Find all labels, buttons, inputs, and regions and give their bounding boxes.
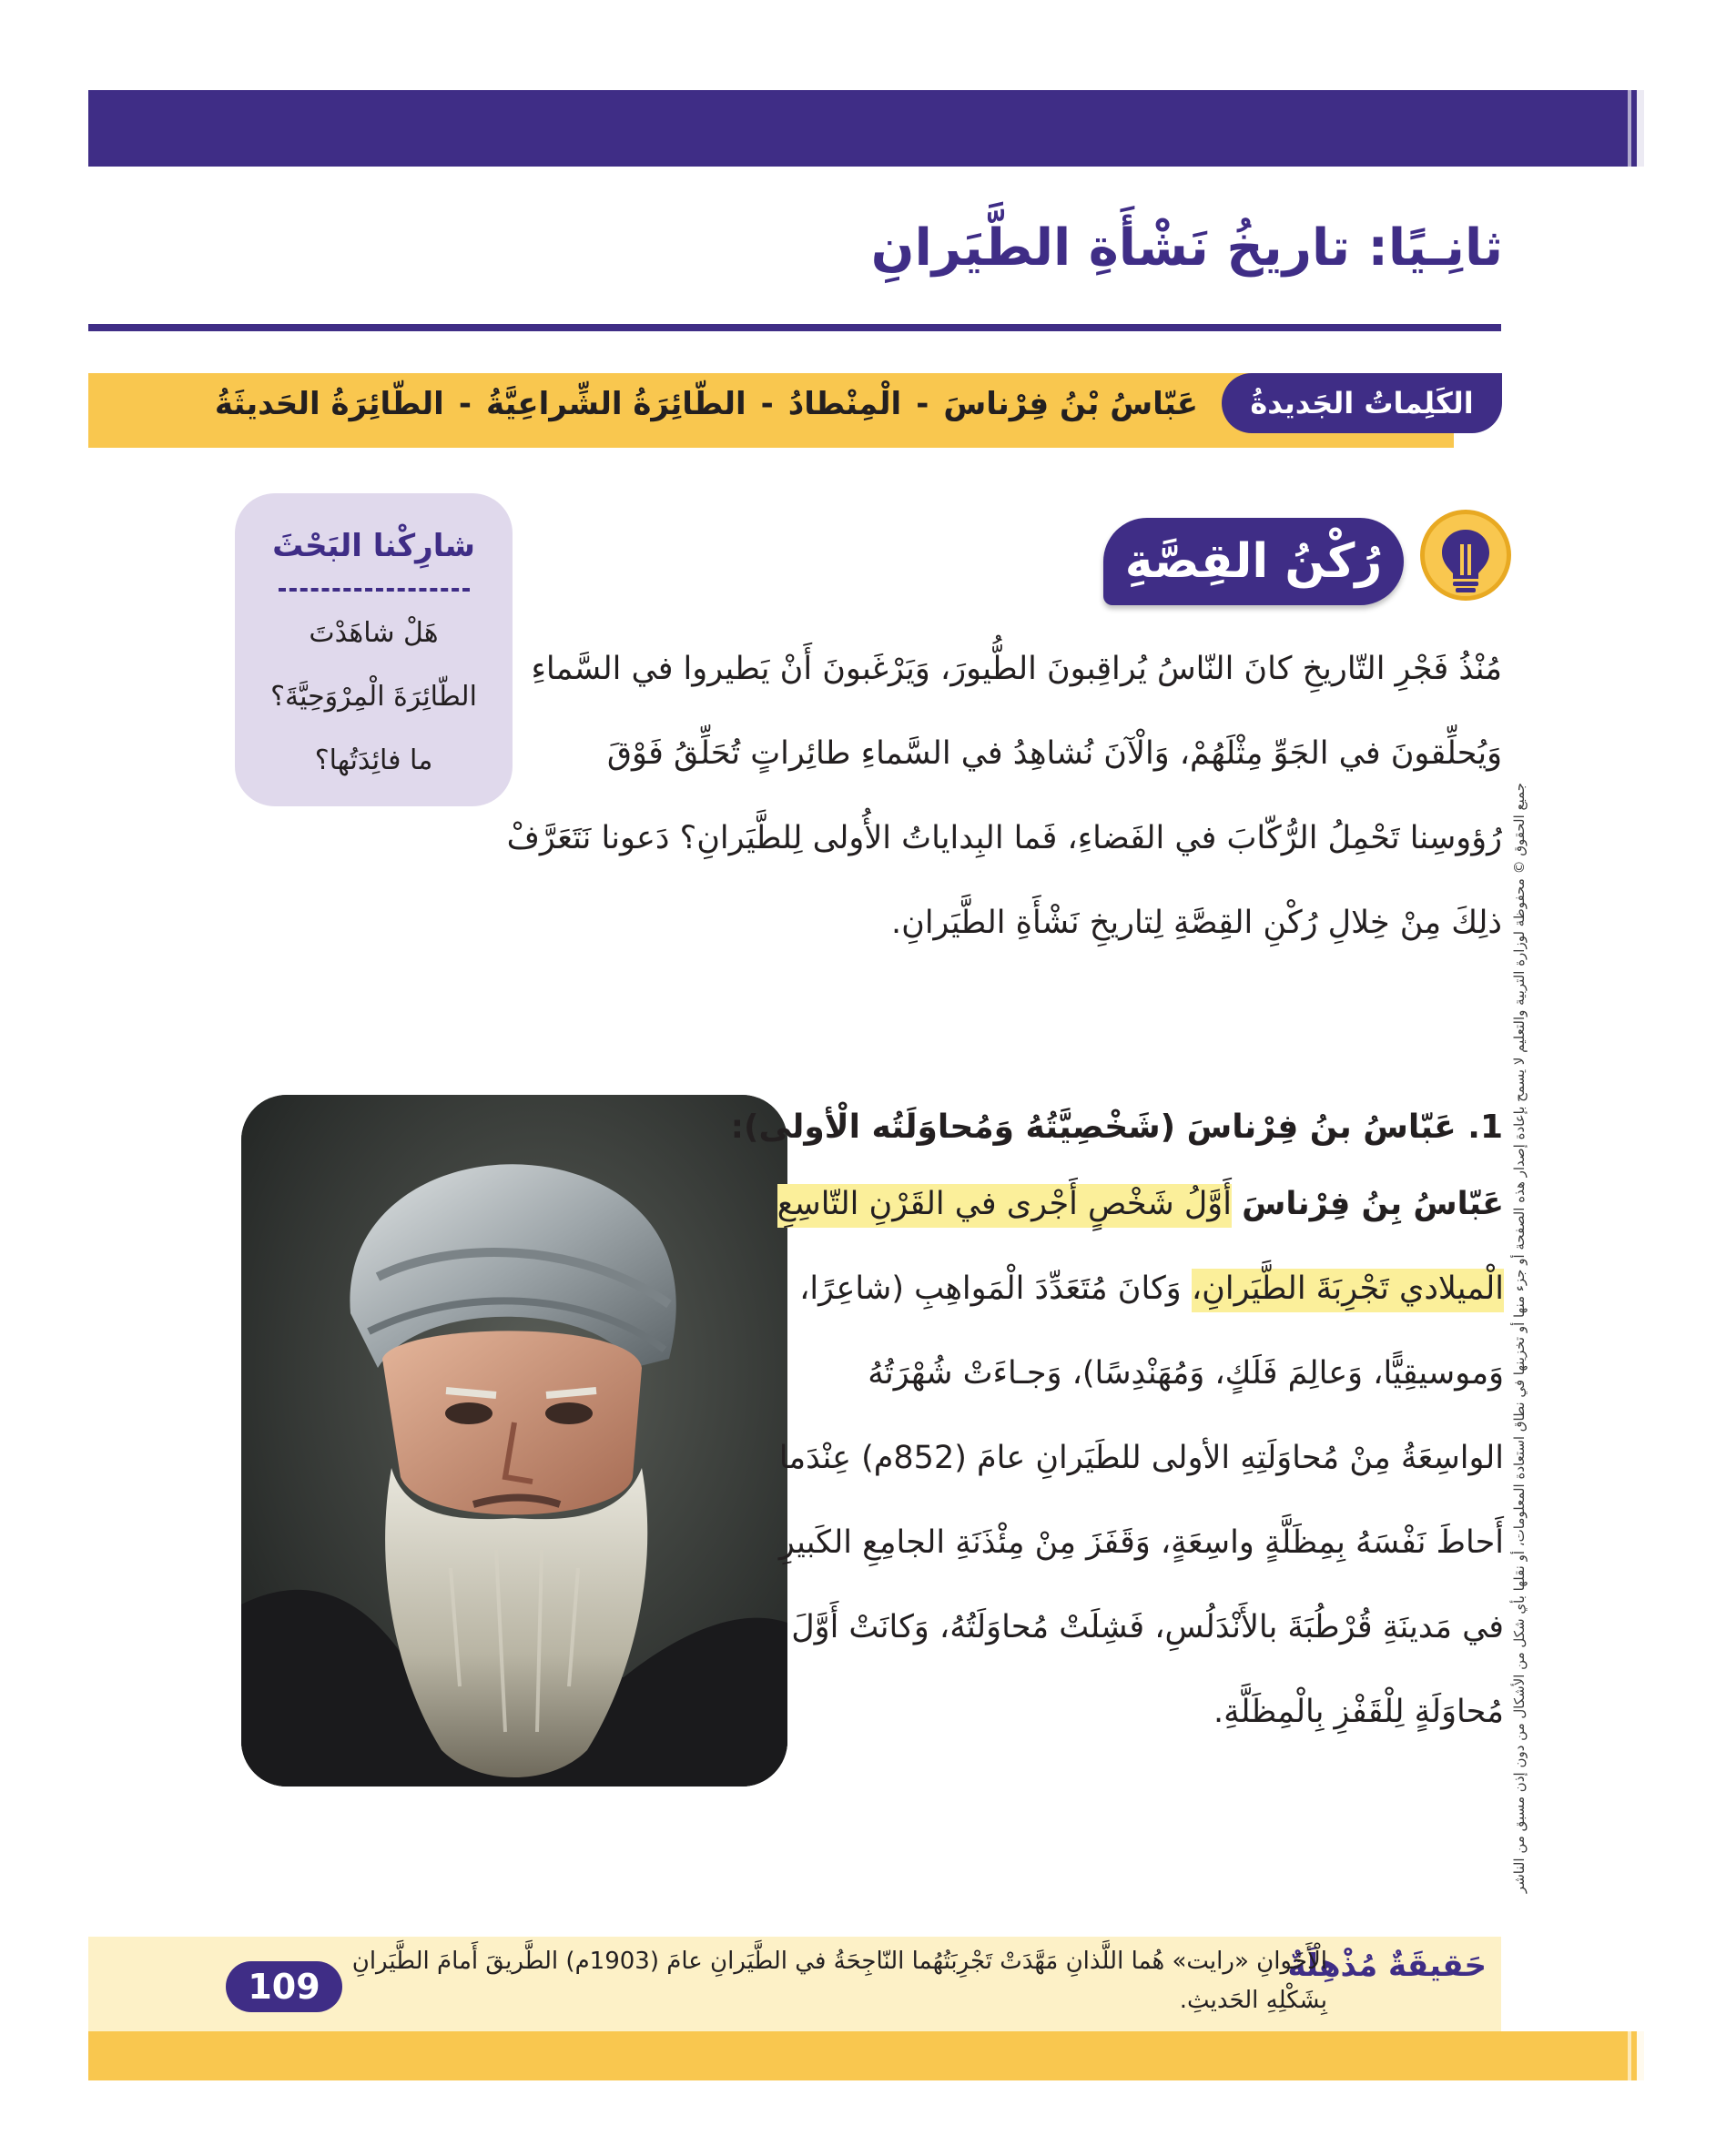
new-word: عَبّاسُ بْنُ فِرْناسَ (943, 386, 1198, 422)
story-text-line: مُنْذُ فَجْرِ التّاريخِ كانَ النّاسُ يُراقِبونَ الطُّيورَ، وَيَرْغَبونَ أَنْ يَطيروا في السَّماءِ (531, 651, 1502, 687)
amazing-fact-text: الْأَخَوانِ «رايت» هُما اللَّذانِ مَهَّدَتْ تَجْرِبَتُهُما النّاجِحَةُ في الطَّيَرانِ عامَ (1903م) الطَّريقَ أَمامَ الطَّيَرانِ (351, 1948, 1327, 1975)
new-words-label: الكَلِماتُ الجَديدةُ (1222, 373, 1502, 433)
bio-text-line: مُحاوَلَةٍ لِلْقَفْزِ بِالْمِظَلَّةِ. (1213, 1694, 1504, 1730)
section-heading: 1. عَبّاسُ بنُ فِرْناسَ (شَخْصِيَّتُهُ وَمُحاوَلَتُه الْأولى): (730, 1108, 1503, 1146)
bio-text: وَكانَ مُتَعَدِّدَ الْمَواهِبِ (شاعِرًا، (799, 1270, 1182, 1307)
person-name: عَبّاسُ بِنُ فِرْناسَ (1242, 1186, 1504, 1222)
word-separator: - (916, 386, 929, 422)
story-text-line: وَيُحلِّقونَ في الجَوِّ مِثْلَهُمْ، وَالْآنَ نُشاهِدُ في السَّماءِ طائِراتٍ تُحَلِّقُ فَوْقَ (606, 735, 1502, 772)
story-text-line: ذلِكَ مِنْ خِلالِ رُكْنِ القِصَّةِ لِتاريخِ نَشْأَةِ الطَّيَرانِ. (891, 905, 1502, 941)
story-corner-heading: رُكْنُ القِصَّةِ (1103, 518, 1404, 605)
share-research-question: هَلْ شاهَدْتَ (309, 617, 439, 649)
bio-text-line (799, 1270, 1504, 1307)
word-separator: - (760, 386, 774, 422)
bio-text-line: الواسِعَةُ مِنْ مُحاوَلَتِهِ الأولى للطَيَرانِ عامَ (852م) عِنْدَما (778, 1440, 1504, 1476)
new-word: الطّائِرَةُ الحَديثَةُ (214, 386, 444, 422)
bio-text-line: وَموسيقِيًّا، وَعالِمَ فَلَكٍ، وَمُهَنْدِسًا)، وَجـاءَتْ شُهْرَتُهُ (868, 1355, 1504, 1392)
highlighted-text: أَوَّلُ شَخْصٍ أَجْرى في القَرْنِ التّاسِعِ (777, 1184, 1232, 1228)
portrait-image (241, 1095, 787, 1787)
amazing-fact-text: بِشَكْلِهِ الحَديثِ. (1179, 1987, 1327, 2014)
share-research-question: ما فائِدَتُها؟ (314, 744, 433, 776)
bio-text-line (777, 1186, 1504, 1222)
bottom-banner (88, 2031, 1644, 2080)
page-title: ثانِـيًا: تاريخُ نَشْأَةِ الطَّيَرانِ (870, 218, 1503, 278)
bottom-banner-edge (1637, 2031, 1644, 2080)
lightbulb-icon (1437, 526, 1495, 595)
new-words-list (215, 386, 1198, 422)
top-banner-edge (1637, 90, 1644, 167)
word-separator: - (458, 386, 472, 422)
story-text-line: رُؤوسِنا تَحْمِلُ الرُّكّابَ في الفَضاءِ، فَما البِداياتُ الأُولى لِلطَّيَرانِ؟ دَعونا نَتَعَرَّفْ (506, 820, 1502, 856)
title-divider (88, 324, 1501, 331)
highlighted-text: الْميلادي تَجْرِبَةَ الطَّيَرانِ، (1192, 1269, 1504, 1312)
page-number: 109 (226, 1961, 342, 2012)
top-banner-edge (1628, 90, 1631, 167)
new-word: الْمِنْطادُ (787, 386, 902, 422)
bio-text-line: أَحاطَ نَفْسَهُ بِمِظَلَّةٍ واسِعَةٍ، وَقَفَزَ مِنْ مِئْذَنَةِ الجامِعِ الكَبيرِ (778, 1524, 1504, 1561)
share-research-title: شارِكْنا البَحْثَ (272, 528, 475, 564)
share-research-question: الطّائِرَةَ الْمِرْوَحِيَّةَ؟ (270, 681, 477, 713)
amazing-fact-title: حَقيقَةٌ مُذْهِلَةٌ (1287, 1948, 1487, 1984)
copyright-notice: جميع الحقوق © محفوظة لوزارة التربية والتعليم لا يسمح بإعادة إصدار هذه الصفحة أو جزء منها أو تخزينها في نطاق استعادة المعلومات، أو نقلها بأي شكل من الأشكال من دون إذن مسبق من الناشر (1511, 783, 1528, 1894)
share-research-divider (279, 588, 470, 592)
bottom-banner-edge (1628, 2031, 1631, 2080)
new-word: الطّائِرَةُ الشِّراعِيَّةُ (485, 386, 746, 422)
top-banner (88, 90, 1644, 167)
bio-text-line: في مَدينَةِ قُرْطُبَةَ بالأَنْدَلُسِ، فَشِلَتْ مُحاوَلَتُهُ، وَكانَتْ أَوَّلَ (791, 1609, 1504, 1645)
